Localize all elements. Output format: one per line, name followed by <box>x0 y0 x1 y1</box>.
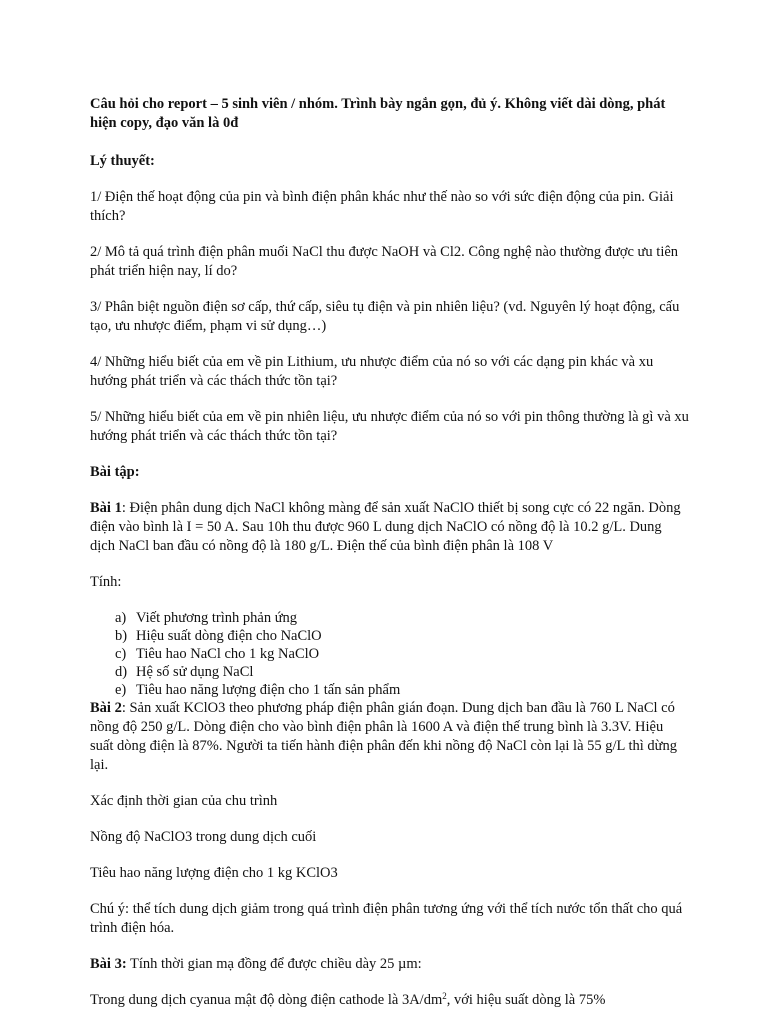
exercise-2-text: : Sản xuất KClO3 theo phương pháp điện phân gián đoạn. Dung dịch ban đầu là 760 L NaCl có nồng độ 250 g/L. Dòng điện cho vào bình điện phân là 1600 A và điện thế trung bình là 3.3V. Hiệu suất dòng điện là 87%. Người ta tiến hành điện phân đến khi nồng độ NaCl còn lại là 55 g/L thì dừng lại. <box>90 700 678 773</box>
theory-question-2: 2/ Mô tả quá trình điện phân muối NaCl thu được NaOH và Cl2. Công nghệ nào thường được ưu tiên phát triển hiện nay, lí do? <box>90 244 679 279</box>
exercise-1-label: Bài 1 <box>90 500 122 516</box>
list-item-text: Tiêu hao NaCl cho 1 kg NaClO <box>136 646 320 662</box>
exercise-1-text: : Điện phân dung dịch NaCl không màng để sản xuất NaClO thiết bị song cực có 22 ngăn. Dòng điện vào bình là I = 50 A. Sau 10h thu được 960 L dung dịch NaClO có nồng độ là 10.2 g/L. Dung dịch NaCl ban đầu có nồng độ là 180 g/L. Điện thế của bình điện phân là 108 V <box>90 500 681 554</box>
list-item-text: Hiệu suất dòng điện cho NaClO <box>136 628 322 644</box>
list-marker: d) <box>115 664 128 680</box>
exercise-2-line-1: Xác định thời gian của chu trình <box>90 793 278 809</box>
theory-question-4: 4/ Những hiểu biết của em về pin Lithium, ưu nhược điểm của nó so với các dạng pin khác và xu hướng phát triển và các thách thức tồn tại? <box>90 354 654 389</box>
exercise-3-paragraph <box>90 955 690 974</box>
list-marker: a) <box>115 610 127 626</box>
exercise-1-prompt: Tính: <box>90 574 122 590</box>
exercise-1-task-list <box>90 609 690 699</box>
exercise-2-line-2: Nồng độ NaClO3 trong dung dịch cuối <box>90 829 317 845</box>
exercise-2-note: Chú ý: thể tích dung dịch giảm trong quá trình điện phân tương ứng với thể tích nước tổn thất cho quá trình điện hóa. <box>90 901 683 936</box>
theory-title: Lý thuyết: <box>90 153 155 169</box>
document-page <box>90 95 690 1010</box>
list-marker: c) <box>115 646 127 662</box>
theory-question-5: 5/ Những hiểu biết của em về pin nhiên liệu, ưu nhược điểm của nó so với pin thông thường là gì và xu hướng phát triển và các thách thức tồn tại? <box>90 409 689 444</box>
theory-question-1: 1/ Điện thế hoạt động của pin và bình điện phân khác như thế nào so với sức điện động của pin. Giải thích? <box>90 189 674 224</box>
exercises-title: Bài tập: <box>90 464 140 480</box>
exercise-1-paragraph <box>90 499 690 556</box>
list-marker: e) <box>115 682 127 698</box>
document-heading: Câu hỏi cho report – 5 sinh viên / nhóm. Trình bày ngắn gọn, đủ ý. Không viết dài dòng, phát hiện copy, đạo văn là 0đ <box>90 96 666 131</box>
exercise-3-text: Tính thời gian mạ đồng để được chiều dày 25 µm: <box>126 956 422 972</box>
theory-question-3: 3/ Phân biệt nguồn điện sơ cấp, thứ cấp, siêu tụ điện và pin nhiên liệu? (vd. Nguyên lý hoạt động, cấu tạo, ưu nhược điểm, phạm vi sử dụng…) <box>90 299 680 334</box>
list-item <box>115 645 690 663</box>
exercise-2-line-3: Tiêu hao năng lượng điện cho 1 kg KClO3 <box>90 865 338 881</box>
list-item <box>115 681 690 699</box>
exercise-3-condition <box>90 991 690 1010</box>
list-item-text: Hệ số sử dụng NaCl <box>136 664 254 680</box>
exercise-2-paragraph <box>90 699 690 775</box>
exercise-3-label: Bài 3: <box>90 956 127 972</box>
exercise-2-label: Bài 2 <box>90 700 122 716</box>
exercise-3-condition-tail: , với hiệu suất dòng là 75% <box>446 992 606 1008</box>
list-marker: b) <box>115 628 128 644</box>
list-item <box>115 627 690 645</box>
list-item <box>115 663 690 681</box>
exercise-3-condition-text: Trong dung dịch cyanua mật độ dòng điện cathode là 3A/dm <box>90 992 443 1008</box>
list-item <box>115 609 690 627</box>
exercise-3-superscript: 2 <box>442 991 447 1001</box>
list-item-text: Viết phương trình phản ứng <box>136 610 298 626</box>
list-item-text: Tiêu hao năng lượng điện cho 1 tấn sản phẩm <box>136 682 401 698</box>
